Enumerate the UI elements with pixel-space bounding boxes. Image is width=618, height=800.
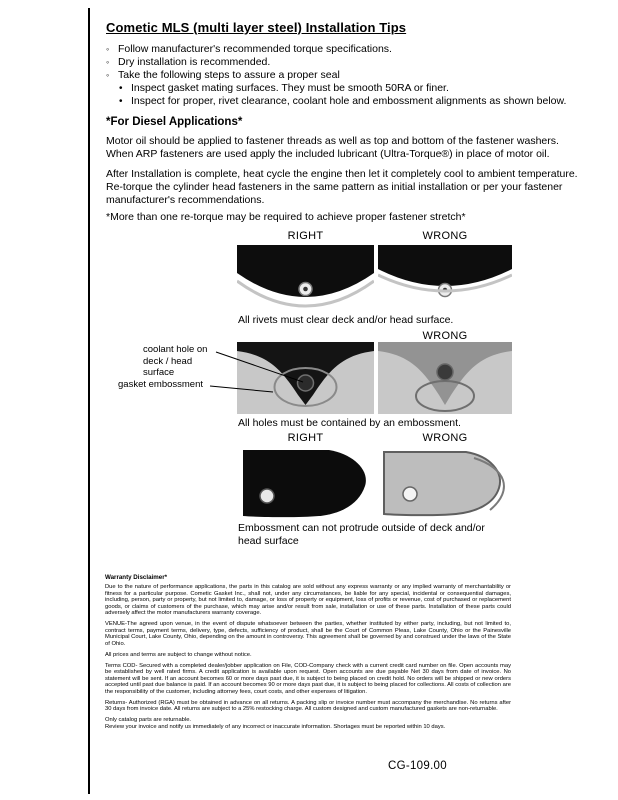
row1-right-label: RIGHT	[287, 230, 324, 242]
disclaimer-heading: Warranty Disclaimer*	[105, 574, 168, 581]
list-item	[119, 95, 606, 108]
embossment-contained-right-diagram	[237, 342, 374, 414]
disclaimer-paragraph: VENUE-The agreed upon venue, in the event of dispute whatsoever between the parties, whether instituted by either party, including, but not limited to, contract terms, payment terms, delivery, type, defects, sufficiency of product, shall be the Court of Common Pleas, Lake County, Ohio or the Painesville Municipal Court, Lake County, Ohio, depending on the amount in controversy. This agreement shall be governed by and construed under the laws of the State of Ohio.	[105, 621, 511, 647]
open-bullet-icon: ◦	[106, 44, 110, 54]
list-item	[106, 56, 606, 69]
embossment-contained-wrong-diagram	[378, 342, 512, 414]
list-item	[106, 43, 606, 56]
open-bullet-icon: ◦	[106, 57, 110, 67]
row1-caption: All rivets must clear deck and/or head surface.	[238, 314, 454, 326]
disclaimer-paragraph: Returns- Authorized (RGA) must be obtained in advance on all returns. A packing slip or invoice number must accompany the merchandise. No returns after 30 days from invoice date. All returns are subject to a 25% restocking charge. All custom designed and custom manufactured gaskets are non-returnable.	[105, 699, 511, 712]
diesel-applications-heading: *For Diesel Applications*	[106, 116, 243, 128]
disclaimer-paragraph: All prices and terms are subject to change without notice.	[105, 651, 252, 658]
catalog-code: CG-109.00	[388, 760, 447, 772]
disclaimer-paragraph: Due to the nature of performance applications, the parts in this catalog are sold without any express warranty or any implied warranty of merchantability or fitness for a particular purpose. Cometic Gasket Inc., shall not, under any circumstances, be liable for any special, incidental or consequential damages, including, person, party or property, but not limited to, damage, or loss of property or equipment, loss of profits or revenue, cost of purchased or replacement goods, or claims of customers of the purchase, which may arise and/or result from sale, installation or use of these parts. Installation of these parts could adversely affect the motor manufacturers warranty coverage.	[105, 584, 511, 616]
disclaimer-paragraph: Only catalog parts are returnable.	[105, 717, 192, 723]
page-left-border	[88, 8, 90, 794]
embossment-protrusion-wrong-diagram	[378, 446, 512, 520]
disclaimer-paragraph: Terms COD- Secured with a completed dealer/jobber application on File, COD-Company check with a current credit card number on file. Open accounts may be established by well rated firms. A credit application is available upon request. Open accounts are due payable Net 30 days from date of invoice. No statement will be sent. If an account becomes 60 or more days past due, it is subject to being placed on credit hold. No orders will be shipped or new orders accepted until past due balance is paid. If an account becomes 90 or more days past due, it is subject to being placed for collections. All costs of collection are the responsibility of the customer, including attorney fees, court costs, and other expenses of litigation.	[105, 662, 511, 695]
list-item	[106, 69, 606, 82]
row3-right-label: RIGHT	[287, 432, 324, 444]
rivet-clearance-wrong-diagram	[378, 245, 512, 311]
rivet-clearance-right-diagram	[237, 245, 374, 311]
tip-text: Inspect for proper, rivet clearance, coolant hole and embossment alignments as shown below.	[131, 95, 567, 107]
tip-text: Dry installation is recommended.	[118, 56, 271, 68]
warranty-disclaimer	[105, 574, 511, 735]
page-title: Cometic MLS (multi layer steel) Installation Tips	[106, 20, 407, 35]
filled-bullet-icon: •	[119, 96, 123, 107]
row2-caption: All holes must be contained by an embossment.	[238, 417, 461, 429]
gasket-embossment-label: gasket embossment	[118, 379, 204, 390]
retorque-note: *More than one re-torque may be required to achieve proper fastener stretch*	[106, 211, 466, 223]
row3-caption: Embossment can not protrude outside of deck and/or head surface	[238, 522, 485, 547]
embossment-protrusion-right-diagram	[237, 446, 374, 520]
row1-wrong-label: WRONG	[422, 230, 468, 242]
row3-wrong-label: WRONG	[422, 432, 468, 444]
diesel-paragraph-2: After Installation is complete, heat cycle the engine then let it completely cool to ambient temperature. Re-torque the cylinder head fasteners in the same pattern as initial installation or per your fastener manufacturer's recommendations.	[106, 168, 578, 206]
diesel-paragraph-1: Motor oil should be applied to fastener threads as well as top and bottom of the fastener washers. When ARP fasteners are used apply the included lubricant (Ultra-Torque®) in place of motor oil.	[106, 135, 559, 160]
tip-text: Follow manufacturer's recommended torque specifications.	[118, 43, 392, 55]
installation-tips-list	[106, 43, 606, 108]
open-bullet-icon: ◦	[106, 70, 110, 80]
row2-wrong-label: WRONG	[422, 330, 468, 342]
disclaimer-paragraph: Review your invoice and notify us immediately of any incorrect or inaccurate information. Shortages must be reported within 10 days.	[105, 724, 446, 730]
tip-text: Take the following steps to assure a proper seal	[118, 69, 340, 81]
list-item	[119, 82, 606, 95]
coolant-hole-label: coolant hole on deck / head surface	[143, 344, 208, 378]
filled-bullet-icon: •	[119, 83, 123, 94]
tip-text: Inspect gasket mating surfaces. They must be smooth 50RA or finer.	[131, 82, 449, 94]
